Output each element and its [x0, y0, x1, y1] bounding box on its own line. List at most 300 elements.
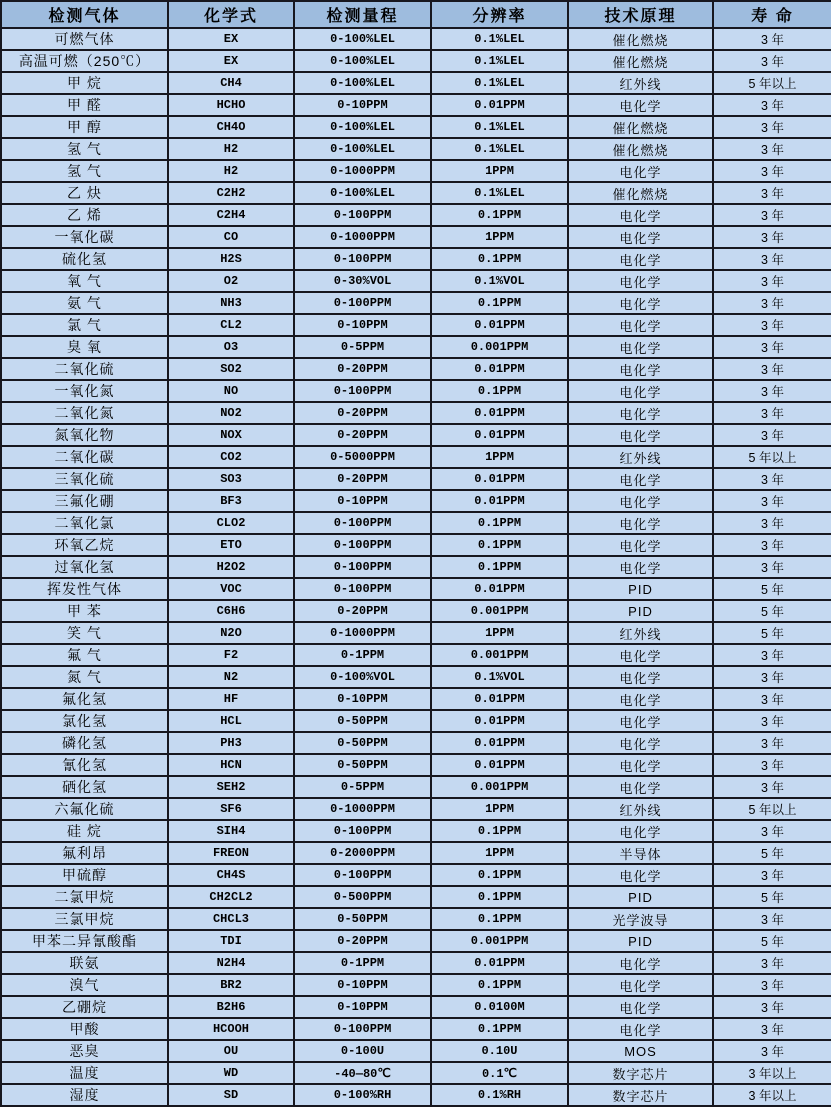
cell-resolution: 0.1PPM	[431, 864, 568, 886]
cell-principle: 电化学	[568, 94, 713, 116]
cell-lifespan: 3 年	[713, 182, 831, 204]
cell-range: 0-100PPM	[294, 292, 431, 314]
cell-gas: 氢 气	[1, 138, 168, 160]
cell-principle: 电化学	[568, 710, 713, 732]
cell-lifespan: 5 年	[713, 578, 831, 600]
cell-resolution: 0.01PPM	[431, 710, 568, 732]
cell-resolution: 0.1PPM	[431, 204, 568, 226]
cell-gas: 氯 气	[1, 314, 168, 336]
cell-principle: 光学波导	[568, 908, 713, 930]
cell-range: 0-1000PPM	[294, 160, 431, 182]
cell-resolution: 0.1PPM	[431, 556, 568, 578]
cell-resolution: 0.1%RH	[431, 1084, 568, 1106]
cell-gas: 笑 气	[1, 622, 168, 644]
cell-range: 0-100%LEL	[294, 116, 431, 138]
table-row	[1, 28, 831, 50]
cell-lifespan: 3 年	[713, 424, 831, 446]
cell-principle: 电化学	[568, 996, 713, 1018]
table-row	[1, 776, 831, 798]
cell-gas: 甲 醇	[1, 116, 168, 138]
cell-lifespan: 3 年	[713, 908, 831, 930]
cell-gas: 湿度	[1, 1084, 168, 1106]
table-row	[1, 952, 831, 974]
cell-formula: CHCL3	[168, 908, 294, 930]
cell-formula: EX	[168, 50, 294, 72]
cell-formula: NOX	[168, 424, 294, 446]
cell-range: 0-100PPM	[294, 248, 431, 270]
cell-range: 0-100PPM	[294, 534, 431, 556]
cell-lifespan: 3 年	[713, 556, 831, 578]
cell-principle: 催化燃烧	[568, 116, 713, 138]
cell-lifespan: 3 年	[713, 732, 831, 754]
cell-lifespan: 5 年	[713, 842, 831, 864]
column-header-formula: 化学式	[168, 1, 294, 28]
table-row	[1, 358, 831, 380]
cell-gas: 硫化氢	[1, 248, 168, 270]
cell-resolution: 0.001PPM	[431, 930, 568, 952]
cell-gas: 臭 氧	[1, 336, 168, 358]
cell-resolution: 0.001PPM	[431, 336, 568, 358]
cell-formula: C2H4	[168, 204, 294, 226]
cell-gas: 联氨	[1, 952, 168, 974]
cell-gas: 氰化氢	[1, 754, 168, 776]
cell-range: 0-1000PPM	[294, 622, 431, 644]
table-row	[1, 138, 831, 160]
cell-principle: 红外线	[568, 622, 713, 644]
header-row	[1, 1, 831, 28]
cell-principle: 电化学	[568, 292, 713, 314]
cell-formula: FREON	[168, 842, 294, 864]
cell-range: 0-100%LEL	[294, 138, 431, 160]
column-header-range: 检测量程	[294, 1, 431, 28]
cell-formula: H2S	[168, 248, 294, 270]
cell-formula: O2	[168, 270, 294, 292]
cell-lifespan: 5 年	[713, 622, 831, 644]
table-row	[1, 160, 831, 182]
cell-resolution: 0.1PPM	[431, 1018, 568, 1040]
cell-formula: H2O2	[168, 556, 294, 578]
cell-formula: CLO2	[168, 512, 294, 534]
cell-gas: 乙硼烷	[1, 996, 168, 1018]
cell-lifespan: 3 年	[713, 116, 831, 138]
cell-formula: F2	[168, 644, 294, 666]
cell-range: 0-100U	[294, 1040, 431, 1062]
cell-lifespan: 3 年	[713, 50, 831, 72]
cell-gas: 二氧化氯	[1, 512, 168, 534]
cell-gas: 硅 烷	[1, 820, 168, 842]
cell-range: 0-20PPM	[294, 402, 431, 424]
cell-range: 0-1PPM	[294, 644, 431, 666]
cell-gas: 甲酸	[1, 1018, 168, 1040]
cell-formula: CL2	[168, 314, 294, 336]
table-row	[1, 182, 831, 204]
cell-lifespan: 3 年	[713, 666, 831, 688]
cell-range: 0-100%LEL	[294, 182, 431, 204]
cell-principle: 电化学	[568, 556, 713, 578]
cell-range: -40—80℃	[294, 1062, 431, 1084]
cell-range: 0-20PPM	[294, 358, 431, 380]
cell-principle: 数字芯片	[568, 1062, 713, 1084]
cell-lifespan: 3 年	[713, 534, 831, 556]
cell-range: 0-100PPM	[294, 556, 431, 578]
cell-formula: H2	[168, 160, 294, 182]
cell-resolution: 0.001PPM	[431, 776, 568, 798]
cell-resolution: 0.1PPM	[431, 886, 568, 908]
table-row	[1, 248, 831, 270]
cell-lifespan: 3 年	[713, 468, 831, 490]
cell-principle: 数字芯片	[568, 1084, 713, 1106]
cell-formula: HCOOH	[168, 1018, 294, 1040]
cell-lifespan: 3 年	[713, 314, 831, 336]
table-body	[1, 28, 831, 1106]
cell-principle: 电化学	[568, 952, 713, 974]
cell-range: 0-10PPM	[294, 996, 431, 1018]
cell-gas: 二氯甲烷	[1, 886, 168, 908]
cell-formula: BR2	[168, 974, 294, 996]
cell-formula: CH4S	[168, 864, 294, 886]
cell-gas: 温度	[1, 1062, 168, 1084]
cell-resolution: 0.1%LEL	[431, 28, 568, 50]
cell-resolution: 0.01PPM	[431, 424, 568, 446]
cell-gas: 氢 气	[1, 160, 168, 182]
cell-formula: N2O	[168, 622, 294, 644]
table-row	[1, 1062, 831, 1084]
table-row	[1, 688, 831, 710]
table-row	[1, 622, 831, 644]
table-row	[1, 1040, 831, 1062]
cell-resolution: 0.1PPM	[431, 248, 568, 270]
cell-gas: 甲 苯	[1, 600, 168, 622]
cell-range: 0-100%RH	[294, 1084, 431, 1106]
cell-resolution: 1PPM	[431, 798, 568, 820]
table-row	[1, 974, 831, 996]
cell-resolution: 0.1℃	[431, 1062, 568, 1084]
cell-formula: BF3	[168, 490, 294, 512]
cell-resolution: 0.01PPM	[431, 402, 568, 424]
cell-range: 0-500PPM	[294, 886, 431, 908]
cell-gas: 六氟化硫	[1, 798, 168, 820]
cell-gas: 甲硫醇	[1, 864, 168, 886]
cell-principle: 红外线	[568, 72, 713, 94]
cell-principle: 电化学	[568, 468, 713, 490]
cell-formula: SO2	[168, 358, 294, 380]
cell-gas: 氟利昂	[1, 842, 168, 864]
table-row	[1, 314, 831, 336]
cell-principle: 电化学	[568, 754, 713, 776]
cell-lifespan: 3 年	[713, 688, 831, 710]
cell-resolution: 1PPM	[431, 226, 568, 248]
table-row	[1, 490, 831, 512]
cell-principle: 电化学	[568, 160, 713, 182]
cell-principle: 电化学	[568, 864, 713, 886]
table-row	[1, 600, 831, 622]
cell-lifespan: 5 年	[713, 930, 831, 952]
cell-lifespan: 3 年	[713, 952, 831, 974]
cell-principle: 催化燃烧	[568, 50, 713, 72]
cell-gas: 三氧化硫	[1, 468, 168, 490]
table-row	[1, 446, 831, 468]
cell-range: 0-100%LEL	[294, 72, 431, 94]
cell-principle: PID	[568, 600, 713, 622]
cell-principle: 电化学	[568, 512, 713, 534]
cell-lifespan: 3 年	[713, 490, 831, 512]
cell-principle: 红外线	[568, 446, 713, 468]
cell-resolution: 0.001PPM	[431, 600, 568, 622]
cell-gas: 二氧化碳	[1, 446, 168, 468]
cell-lifespan: 3 年	[713, 94, 831, 116]
cell-gas: 可燃气体	[1, 28, 168, 50]
cell-range: 0-20PPM	[294, 468, 431, 490]
table-row	[1, 380, 831, 402]
cell-range: 0-10PPM	[294, 688, 431, 710]
table-row	[1, 94, 831, 116]
cell-gas: 三氟化硼	[1, 490, 168, 512]
cell-lifespan: 3 年	[713, 974, 831, 996]
cell-range: 0-100PPM	[294, 578, 431, 600]
cell-range: 0-1000PPM	[294, 798, 431, 820]
cell-resolution: 0.1%VOL	[431, 270, 568, 292]
cell-formula: OU	[168, 1040, 294, 1062]
cell-principle: 电化学	[568, 534, 713, 556]
table-row	[1, 270, 831, 292]
cell-resolution: 0.1%VOL	[431, 666, 568, 688]
cell-lifespan: 3 年	[713, 710, 831, 732]
cell-resolution: 0.1%LEL	[431, 182, 568, 204]
column-header-resolution: 分辨率	[431, 1, 568, 28]
cell-formula: WD	[168, 1062, 294, 1084]
cell-gas: 环氧乙烷	[1, 534, 168, 556]
table-row	[1, 402, 831, 424]
table-row	[1, 996, 831, 1018]
column-header-gas: 检测气体	[1, 1, 168, 28]
cell-gas: 一氧化氮	[1, 380, 168, 402]
cell-gas: 甲 醛	[1, 94, 168, 116]
cell-resolution: 0.1%LEL	[431, 138, 568, 160]
cell-principle: 红外线	[568, 798, 713, 820]
cell-resolution: 0.0100M	[431, 996, 568, 1018]
cell-lifespan: 3 年	[713, 776, 831, 798]
table-row	[1, 534, 831, 556]
cell-lifespan: 3 年以上	[713, 1084, 831, 1106]
cell-range: 0-100PPM	[294, 380, 431, 402]
cell-formula: SIH4	[168, 820, 294, 842]
cell-formula: SEH2	[168, 776, 294, 798]
table-row	[1, 116, 831, 138]
cell-resolution: 0.1PPM	[431, 512, 568, 534]
cell-range: 0-100PPM	[294, 864, 431, 886]
table-header	[1, 1, 831, 28]
cell-lifespan: 5 年以上	[713, 798, 831, 820]
cell-resolution: 0.01PPM	[431, 94, 568, 116]
cell-range: 0-10PPM	[294, 94, 431, 116]
cell-lifespan: 3 年	[713, 512, 831, 534]
cell-gas: 氟化氢	[1, 688, 168, 710]
cell-gas: 过氧化氢	[1, 556, 168, 578]
cell-formula: HCHO	[168, 94, 294, 116]
cell-range: 0-20PPM	[294, 600, 431, 622]
cell-range: 0-30%VOL	[294, 270, 431, 292]
cell-range: 0-20PPM	[294, 930, 431, 952]
cell-gas: 乙 炔	[1, 182, 168, 204]
cell-principle: 电化学	[568, 776, 713, 798]
cell-formula: CO2	[168, 446, 294, 468]
cell-gas: 挥发性气体	[1, 578, 168, 600]
cell-principle: PID	[568, 886, 713, 908]
cell-lifespan: 3 年	[713, 754, 831, 776]
cell-principle: 电化学	[568, 1018, 713, 1040]
cell-principle: 电化学	[568, 358, 713, 380]
cell-gas: 氮 气	[1, 666, 168, 688]
cell-resolution: 0.1%LEL	[431, 72, 568, 94]
cell-range: 0-100%LEL	[294, 28, 431, 50]
cell-resolution: 0.01PPM	[431, 490, 568, 512]
cell-range: 0-100PPM	[294, 204, 431, 226]
table-row	[1, 1084, 831, 1106]
cell-range: 0-50PPM	[294, 908, 431, 930]
cell-principle: 电化学	[568, 336, 713, 358]
cell-range: 0-100PPM	[294, 820, 431, 842]
cell-resolution: 1PPM	[431, 622, 568, 644]
cell-range: 0-10PPM	[294, 490, 431, 512]
cell-formula: CH4	[168, 72, 294, 94]
cell-principle: 电化学	[568, 314, 713, 336]
cell-formula: CO	[168, 226, 294, 248]
cell-gas: 高温可燃（250℃）	[1, 50, 168, 72]
cell-lifespan: 3 年	[713, 336, 831, 358]
table-row	[1, 512, 831, 534]
cell-formula: N2H4	[168, 952, 294, 974]
cell-formula: B2H6	[168, 996, 294, 1018]
table-row	[1, 798, 831, 820]
cell-formula: HCL	[168, 710, 294, 732]
cell-formula: SO3	[168, 468, 294, 490]
table-row	[1, 864, 831, 886]
cell-lifespan: 3 年	[713, 380, 831, 402]
column-header-principle: 技术原理	[568, 1, 713, 28]
cell-resolution: 0.1%LEL	[431, 50, 568, 72]
cell-formula: HCN	[168, 754, 294, 776]
cell-range: 0-2000PPM	[294, 842, 431, 864]
cell-principle: 电化学	[568, 204, 713, 226]
cell-range: 0-5000PPM	[294, 446, 431, 468]
cell-lifespan: 3 年	[713, 1040, 831, 1062]
table-row	[1, 556, 831, 578]
cell-principle: 催化燃烧	[568, 138, 713, 160]
cell-principle: 电化学	[568, 490, 713, 512]
cell-resolution: 0.01PPM	[431, 314, 568, 336]
cell-principle: 催化燃烧	[568, 28, 713, 50]
table-row	[1, 336, 831, 358]
column-header-lifespan: 寿 命	[713, 1, 831, 28]
table-row	[1, 732, 831, 754]
cell-formula: SF6	[168, 798, 294, 820]
cell-range: 0-10PPM	[294, 314, 431, 336]
cell-formula: TDI	[168, 930, 294, 952]
cell-formula: HF	[168, 688, 294, 710]
cell-range: 0-5PPM	[294, 776, 431, 798]
table-row	[1, 644, 831, 666]
cell-resolution: 0.01PPM	[431, 732, 568, 754]
table-row	[1, 908, 831, 930]
cell-lifespan: 3 年以上	[713, 1062, 831, 1084]
table-row	[1, 710, 831, 732]
cell-resolution: 0.01PPM	[431, 468, 568, 490]
table-row	[1, 578, 831, 600]
cell-formula: H2	[168, 138, 294, 160]
cell-range: 0-50PPM	[294, 732, 431, 754]
cell-gas: 三氯甲烷	[1, 908, 168, 930]
table-row	[1, 1018, 831, 1040]
cell-gas: 氟 气	[1, 644, 168, 666]
cell-lifespan: 3 年	[713, 1018, 831, 1040]
cell-gas: 硒化氢	[1, 776, 168, 798]
cell-resolution: 0.01PPM	[431, 688, 568, 710]
cell-range: 0-1PPM	[294, 952, 431, 974]
cell-resolution: 0.01PPM	[431, 754, 568, 776]
cell-principle: 电化学	[568, 688, 713, 710]
cell-formula: N2	[168, 666, 294, 688]
cell-lifespan: 3 年	[713, 204, 831, 226]
cell-principle: 半导体	[568, 842, 713, 864]
cell-resolution: 0.01PPM	[431, 578, 568, 600]
cell-range: 0-50PPM	[294, 710, 431, 732]
cell-formula: ETO	[168, 534, 294, 556]
cell-resolution: 0.01PPM	[431, 952, 568, 974]
cell-principle: 电化学	[568, 270, 713, 292]
cell-lifespan: 3 年	[713, 292, 831, 314]
cell-principle: PID	[568, 930, 713, 952]
cell-gas: 磷化氢	[1, 732, 168, 754]
cell-principle: 电化学	[568, 732, 713, 754]
table-row	[1, 842, 831, 864]
cell-formula: PH3	[168, 732, 294, 754]
cell-principle: 电化学	[568, 226, 713, 248]
cell-resolution: 0.1PPM	[431, 292, 568, 314]
cell-range: 0-100PPM	[294, 1018, 431, 1040]
cell-formula: C6H6	[168, 600, 294, 622]
table-row	[1, 226, 831, 248]
cell-formula: CH2CL2	[168, 886, 294, 908]
cell-resolution: 1PPM	[431, 446, 568, 468]
cell-lifespan: 3 年	[713, 996, 831, 1018]
cell-formula: C2H2	[168, 182, 294, 204]
table-row	[1, 292, 831, 314]
cell-principle: 电化学	[568, 380, 713, 402]
cell-lifespan: 3 年	[713, 248, 831, 270]
table-row	[1, 424, 831, 446]
cell-lifespan: 3 年	[713, 28, 831, 50]
cell-principle: MOS	[568, 1040, 713, 1062]
cell-formula: O3	[168, 336, 294, 358]
cell-gas: 乙 烯	[1, 204, 168, 226]
cell-formula: SD	[168, 1084, 294, 1106]
cell-lifespan: 3 年	[713, 820, 831, 842]
cell-gas: 甲 烷	[1, 72, 168, 94]
cell-range: 0-100%VOL	[294, 666, 431, 688]
cell-resolution: 0.10U	[431, 1040, 568, 1062]
cell-lifespan: 3 年	[713, 864, 831, 886]
cell-lifespan: 3 年	[713, 644, 831, 666]
cell-gas: 甲苯二异氰酸酯	[1, 930, 168, 952]
cell-lifespan: 3 年	[713, 138, 831, 160]
table-row	[1, 820, 831, 842]
cell-principle: 催化燃烧	[568, 182, 713, 204]
cell-gas: 溴气	[1, 974, 168, 996]
cell-resolution: 0.01PPM	[431, 358, 568, 380]
cell-gas: 氨 气	[1, 292, 168, 314]
table-row	[1, 754, 831, 776]
cell-resolution: 0.1PPM	[431, 380, 568, 402]
